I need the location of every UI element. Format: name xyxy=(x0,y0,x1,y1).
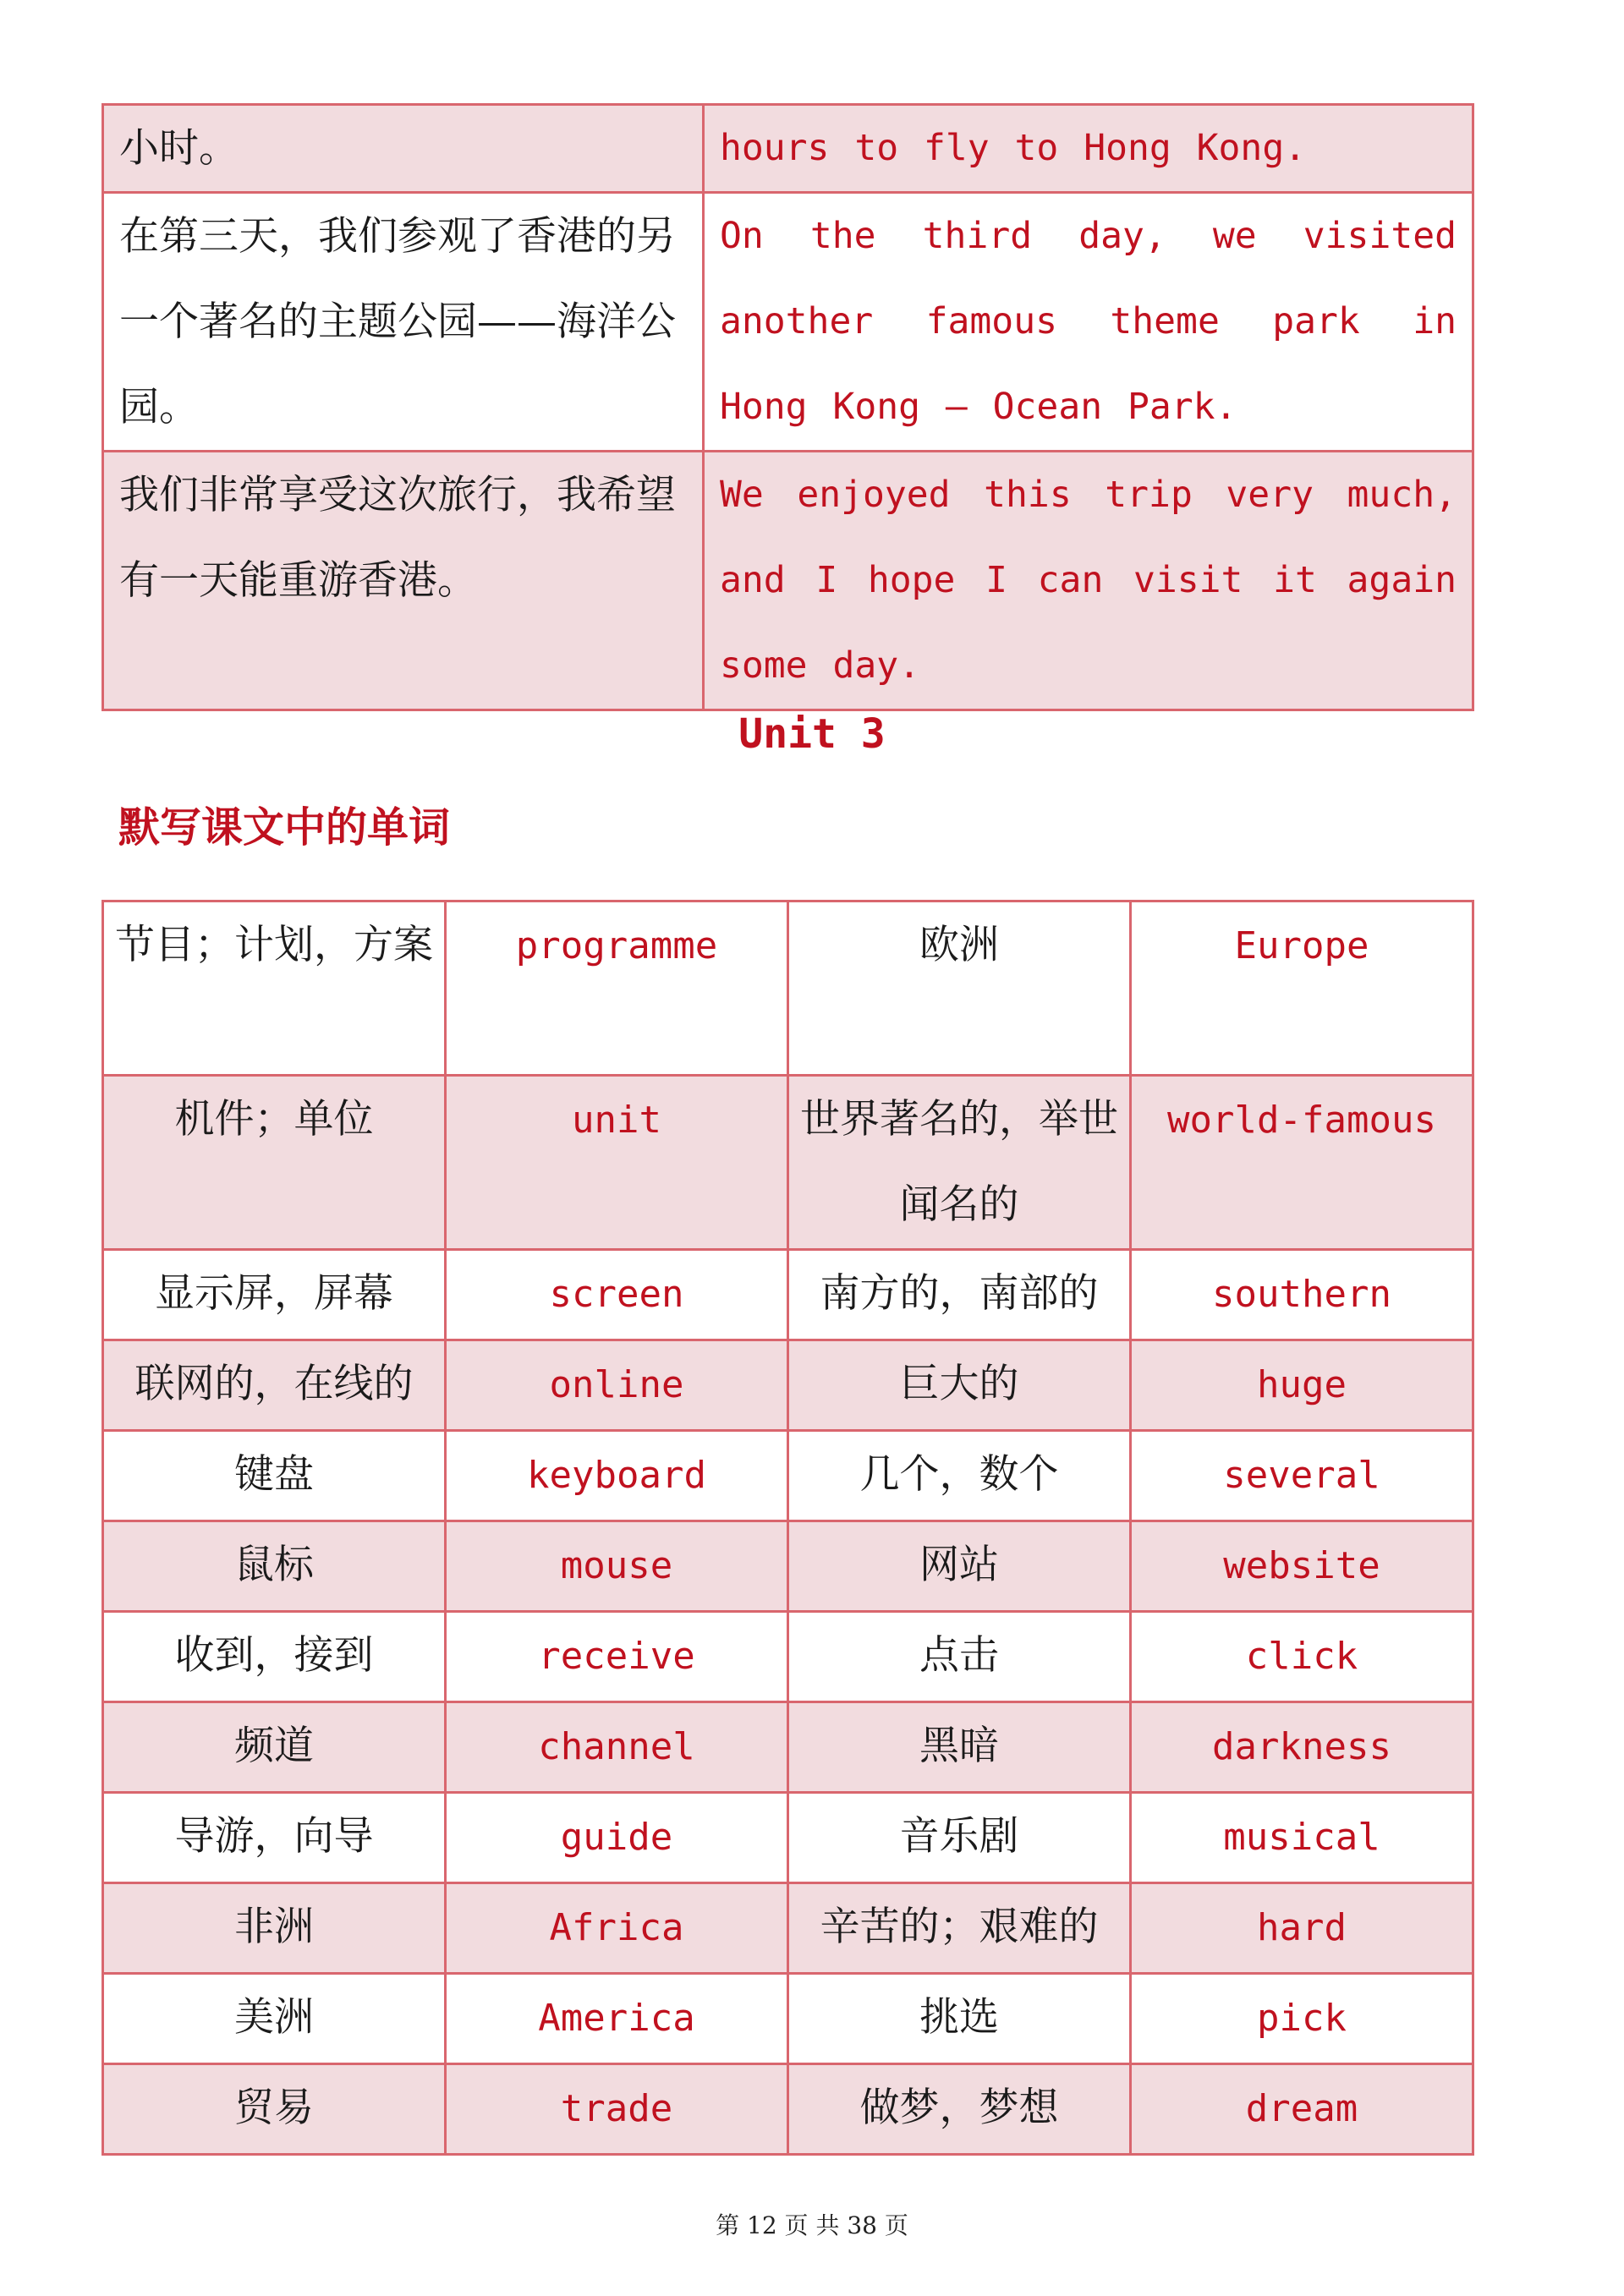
chinese-word: 世界著名的，举世闻名的 xyxy=(788,1076,1131,1250)
chinese-word: 辛苦的；艰难的 xyxy=(788,1883,1131,1974)
english-word: southern xyxy=(1131,1250,1473,1340)
english-word: receive xyxy=(446,1612,788,1702)
table-row xyxy=(103,1793,1473,1883)
chinese-word: 贸易 xyxy=(103,2064,446,2155)
chinese-word: 巨大的 xyxy=(788,1340,1131,1431)
english-word: guide xyxy=(446,1793,788,1883)
english-word: mouse xyxy=(446,1521,788,1612)
table-row xyxy=(103,1974,1473,2064)
english-sentence: We enjoyed this trip very much, and I hope I can visit it again some day. xyxy=(704,452,1473,710)
chinese-word: 键盘 xyxy=(103,1431,446,1521)
english-word: Africa xyxy=(446,1883,788,1974)
sentence-translation-table xyxy=(102,103,1474,711)
page-number-footer: 第 12 页 共 38 页 xyxy=(716,2211,908,2239)
english-word: huge xyxy=(1131,1340,1473,1431)
table-row xyxy=(103,2064,1473,2155)
english-word: screen xyxy=(446,1250,788,1340)
english-word: website xyxy=(1131,1521,1473,1612)
chinese-word: 几个，数个 xyxy=(788,1431,1131,1521)
english-word: hard xyxy=(1131,1883,1473,1974)
table-row xyxy=(103,1702,1473,1793)
chinese-word: 点击 xyxy=(788,1612,1131,1702)
chinese-word: 黑暗 xyxy=(788,1702,1131,1793)
vocabulary-table xyxy=(102,900,1474,2156)
english-word: musical xyxy=(1131,1793,1473,1883)
english-word: world-famous xyxy=(1131,1076,1473,1250)
chinese-word: 做梦，梦想 xyxy=(788,2064,1131,2155)
table-row xyxy=(103,452,1473,710)
english-word: Europe xyxy=(1131,901,1473,1076)
chinese-word: 机件；单位 xyxy=(103,1076,446,1250)
chinese-word: 网站 xyxy=(788,1521,1131,1612)
english-word: online xyxy=(446,1340,788,1431)
chinese-word: 南方的，南部的 xyxy=(788,1250,1131,1340)
section-title: 默写课文中的单词 xyxy=(118,803,451,852)
chinese-word: 挑选 xyxy=(788,1974,1131,2064)
english-word: America xyxy=(446,1974,788,2064)
english-sentence: hours to fly to Hong Kong. xyxy=(704,105,1473,193)
table-row xyxy=(103,193,1473,452)
chinese-sentence: 在第三天，我们参观了香港的另一个著名的主题公园——海洋公园。 xyxy=(103,193,704,452)
english-sentence: On the third day, we visited another famous theme park in Hong Kong — Ocean Park. xyxy=(704,193,1473,452)
chinese-sentence: 我们非常享受这次旅行，我希望有一天能重游香港。 xyxy=(103,452,704,710)
english-word: channel xyxy=(446,1702,788,1793)
chinese-word: 美洲 xyxy=(103,1974,446,2064)
english-word: several xyxy=(1131,1431,1473,1521)
chinese-word: 频道 xyxy=(103,1702,446,1793)
chinese-word: 导游，向导 xyxy=(103,1793,446,1883)
english-word: dream xyxy=(1131,2064,1473,2155)
english-word: click xyxy=(1131,1612,1473,1702)
table-row xyxy=(103,105,1473,193)
table-row xyxy=(103,1883,1473,1974)
table-row xyxy=(103,901,1473,1076)
chinese-sentence: 小时。 xyxy=(103,105,704,193)
english-word: programme xyxy=(446,901,788,1076)
english-word: darkness xyxy=(1131,1702,1473,1793)
chinese-word: 显示屏，屏幕 xyxy=(103,1250,446,1340)
chinese-word: 非洲 xyxy=(103,1883,446,1974)
english-word: keyboard xyxy=(446,1431,788,1521)
chinese-word: 鼠标 xyxy=(103,1521,446,1612)
chinese-word: 音乐剧 xyxy=(788,1793,1131,1883)
chinese-word: 联网的，在线的 xyxy=(103,1340,446,1431)
english-word: unit xyxy=(446,1076,788,1250)
table-row xyxy=(103,1521,1473,1612)
table-row xyxy=(103,1076,1473,1250)
table-row xyxy=(103,1340,1473,1431)
chinese-word: 收到，接到 xyxy=(103,1612,446,1702)
table-row xyxy=(103,1250,1473,1340)
english-word: pick xyxy=(1131,1974,1473,2064)
table-row xyxy=(103,1612,1473,1702)
chinese-word: 欧洲 xyxy=(788,901,1131,1076)
unit-title: Unit 3 xyxy=(738,710,886,758)
chinese-word: 节目；计划，方案 xyxy=(103,901,446,1076)
table-row xyxy=(103,1431,1473,1521)
english-word: trade xyxy=(446,2064,788,2155)
